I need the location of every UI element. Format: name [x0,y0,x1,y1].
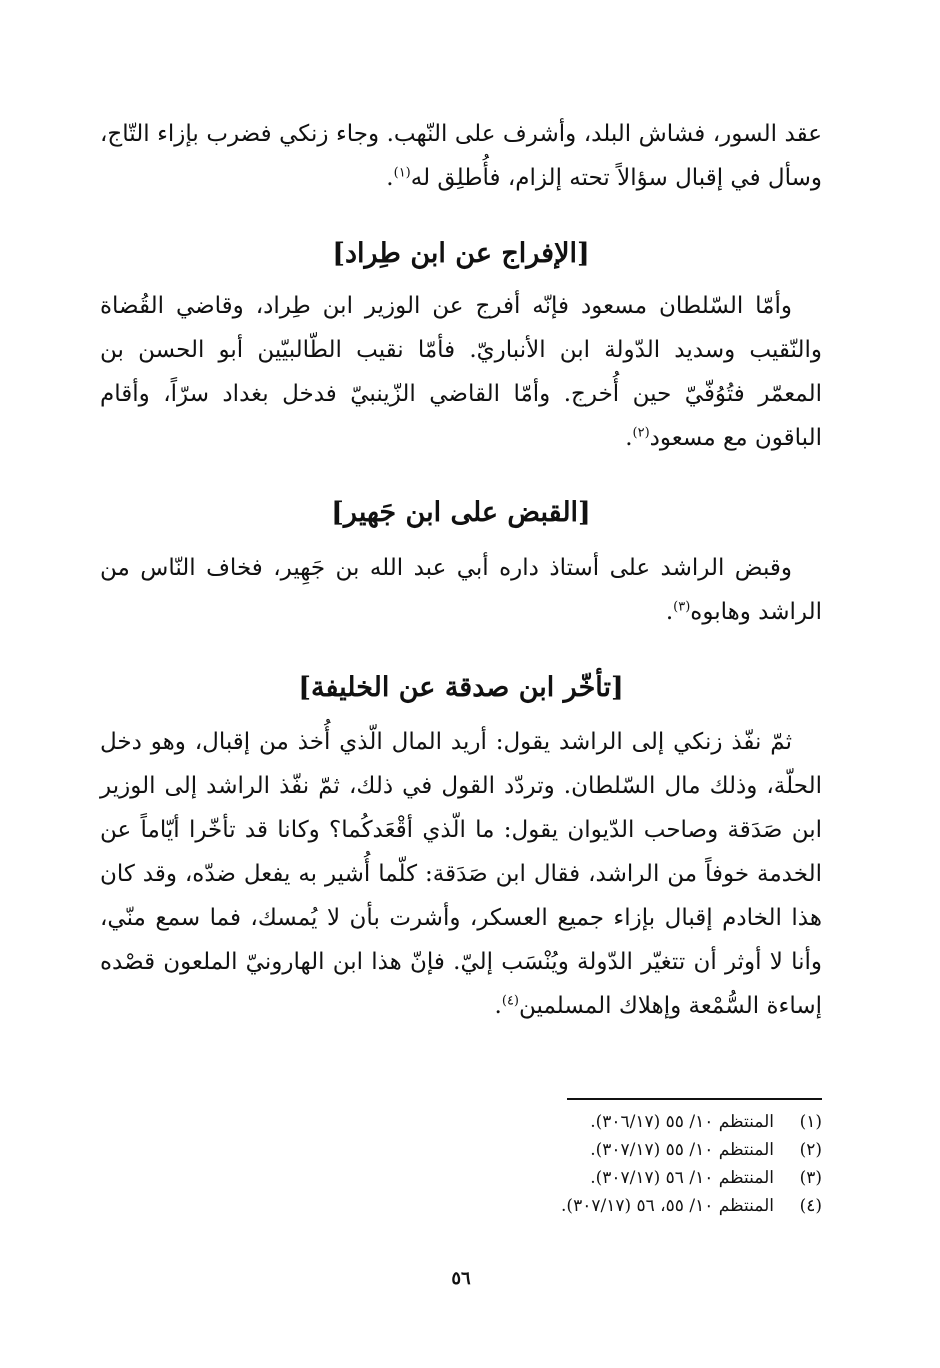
footnote-text: المنتظم ١٠/ ٥٦ (٣٠٧/١٧). [590,1168,774,1188]
paragraph-3 [100,546,822,634]
footnote-text: المنتظم ١٠/ ٥٥ (٣٠٦/١٧). [590,1112,774,1132]
paragraph-3-end: . [665,599,674,625]
footnote-number: (٤) [799,1196,822,1216]
footnote-divider [567,1098,822,1100]
paragraph-4 [100,720,822,1028]
section-heading-1: [الإفراج عن ابن طِراد] [332,238,590,269]
footnote-item [422,1192,822,1220]
footnote-item [422,1136,822,1164]
footnotes-list [422,1108,822,1220]
paragraph-2 [100,284,822,460]
book-page [100,100,822,1350]
footnote-text: المنتظم ١٠/ ٥٥، ٥٦ (٣٠٧/١٧). [561,1196,774,1216]
paragraph-4-end: . [494,993,502,1019]
footnote-ref-2: (٢) [632,425,650,441]
section-heading-2: [القبض على ابن جَهير] [331,497,591,528]
paragraph-2-end: . [625,425,633,451]
page-number: ٥٦ [451,1268,471,1289]
footnote-number: (١) [799,1112,822,1132]
paragraph-1-end: . [386,165,394,191]
footnote-ref-1: (١) [393,165,411,181]
paragraph-2-text: وأمّا السّلطان مسعود فإنّه أفرج عن الوزير ابن طِراد، وقاضي القُضاة والنّقيب وسديد الدّولة ابن الأنباريّ. فأمّا نقيب الطّالبيّين أبو الحسن بن المعمّر فتُوُفّيّ حين أُخرج. وأمّا القاضي الزّينبيّ فدخل بغداد سرّاً، وأقام الباقون مع مسعود [100,293,822,451]
footnote-number: (٣) [799,1168,822,1188]
footnote-ref-4: (٤) [501,993,519,1009]
footnote-ref-3: (٣) [673,599,691,615]
paragraph-3-text: وقبض الراشد على أستاذ داره أبي عبد الله بن جَهِير، فخاف النّاس من الراشد وهابوه [100,555,822,625]
footnote-number: (٢) [799,1140,822,1160]
footnote-text: المنتظم ١٠/ ٥٥ (٣٠٧/١٧). [590,1140,774,1160]
paragraph-4-text: ثمّ نفّذ زنكي إلى الراشد يقول: أريد المال الّذي أُخذ من إقبال، وهو دخل الحلّة، وذلك مال السّلطان. وتردّد القول في ذلك، ثمّ نفّذ الراشد إلى الوزير ابن صَدَقة وصاحب الدّيوان يقول: ما الّذي أقْعَدكُما؟ وكانا قد تأخّرا أيّاماً عن الخدمة خوفاً من الراشد، فقال ابن صَدَقة: كلّما أُشير به يفعل ضدّه، وقد كان هذا الخادم إقبال بإزاء جميع العسكر، وأشرت بأن لا يُمسك، فما سمع منّي، وأنا لا أوثر أن تتغيّر الدّولة ويُنْسَب إليّ. فإنّ هذا ابن الهارونيّ الملعون قصْده إساءة السُّمْعة وإهلاك المسلمين [100,729,822,1019]
footnote-item [422,1108,822,1136]
section-heading-3: [تأخّر ابن صدقة عن الخليفة] [298,672,624,703]
paragraph-1 [100,112,822,200]
footnote-item [422,1164,822,1192]
paragraph-1-text: عقد السور، فشاش البلد، وأشرف على النّهب. وجاء زنكي فضرب بإزاء التّاج، وسأل في إقبال سؤالاً تحته إلزام، فأُطلِق له [100,121,822,191]
